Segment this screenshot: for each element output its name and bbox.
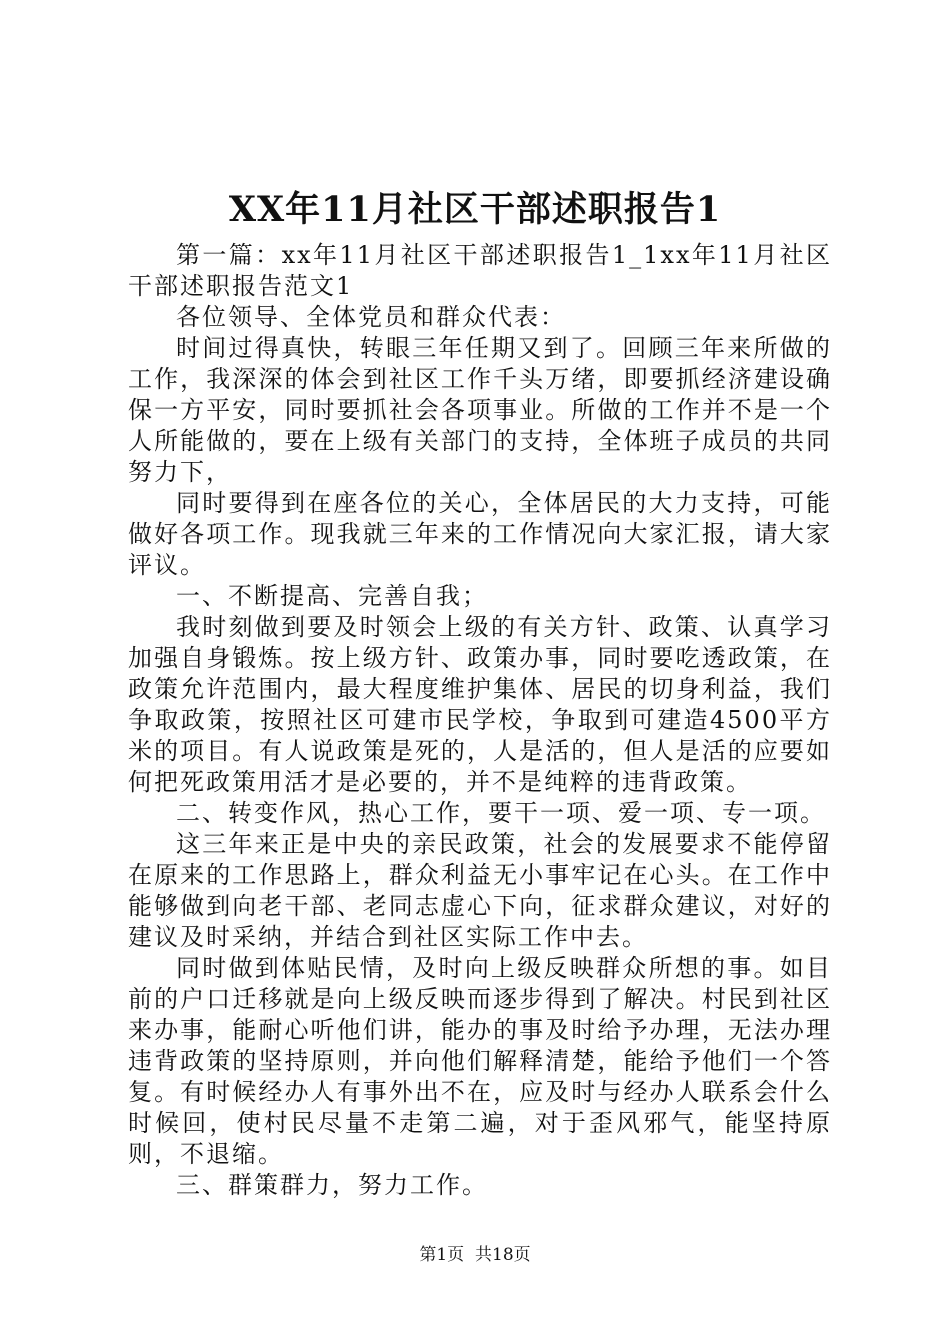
section-heading: 三、群策群力，努力工作。 — [176, 1171, 488, 1199]
paragraph: 同时做到体贴民情，及时向上级反映群众所想的事。如目前的户口迁移就是向上级反映而逐步得到了解决。村民到社区来办事，能耐心听他们讲，能办的事及时给予办理，无法办理违背政策的坚持原则，并向他们解释清楚，能给予他们一个答复。有时候经办人有事外出不在，应及时与经办人联系会什么时候回，使村民尽量不走第二遍，对于歪风邪气，能坚持原则，不退缩。 — [128, 954, 832, 1168]
section-heading: 一、不断提高、完善自我； — [176, 582, 488, 610]
paragraph-salutation: 各位领导、全体党员和群众代表： — [176, 303, 566, 331]
paragraph: 同时要得到在座各位的关心，全体居民的大力支持，可能做好各项工作。现我就三年来的工作情况向大家汇报，请大家评议。 — [128, 489, 832, 579]
page-footer — [0, 1244, 950, 1266]
paragraph-heading-note: 第一篇：xx年11月社区干部述职报告1_1xx年11月社区干部述职报告范文1 — [128, 241, 832, 300]
paragraph: 时间过得真快，转眼三年任期又到了。回顾三年来所做的工作，我深深的体会到社区工作千头万绪，即要抓经济建设确保一方平安，同时要抓社会各项事业。所做的工作并不是一个人所能做的，要在上级有关部门的支持，全体班子成员的共同努力下， — [128, 334, 832, 486]
page-number: 第1页 — [419, 1245, 465, 1265]
document-title: XX年11月社区干部述职报告1 — [228, 189, 722, 230]
paragraph: 我时刻做到要及时领会上级的有关方针、政策、认真学习加强自身锻炼。按上级方针、政策办事，同时要吃透政策，在政策允许范围内，最大程度维护集体、居民的切身利益，我们争取政策，按照社区可建市民学校，争取到可建造4500平方米的项目。有人说政策是死的，人是活的，但人是活的应要如何把死政策用活才是必要的，并不是纯粹的违背政策。 — [128, 613, 832, 796]
paragraph: 这三年来正是中央的亲民政策，社会的发展要求不能停留在原来的工作思路上，群众利益无小事牢记在心头。在工作中能够做到向老干部、老同志虚心下向，征求群众建议，对好的建议及时采纳，并结合到社区实际工作中去。 — [128, 830, 832, 951]
page-total: 共18页 — [475, 1245, 531, 1265]
section-heading: 二、转变作风，热心工作，要干一项、爱一项、专一项。 — [176, 799, 826, 827]
document-body — [128, 240, 832, 1201]
